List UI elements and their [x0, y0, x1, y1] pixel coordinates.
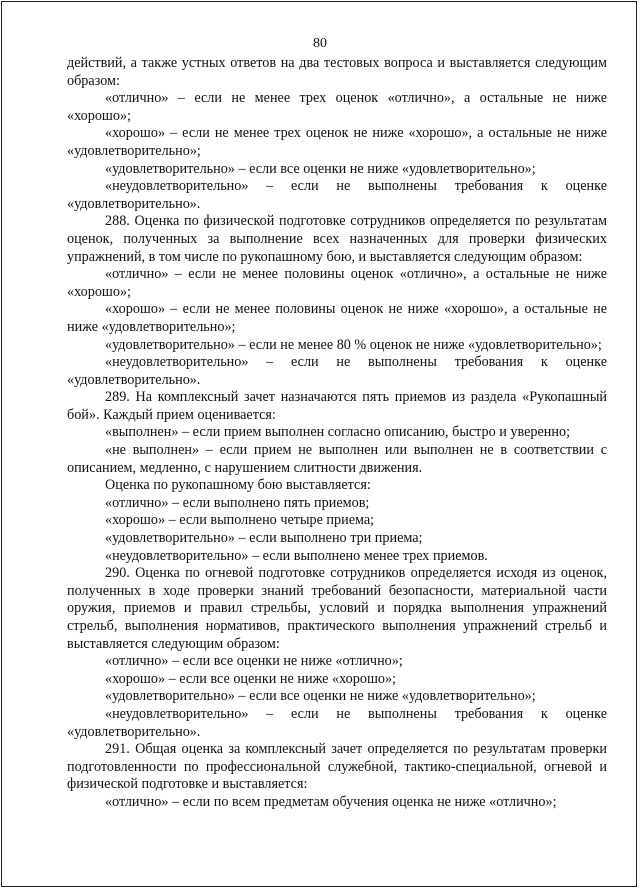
paragraph: «отлично» – если все оценки не ниже «отлично»; [105, 653, 403, 670]
paragraph: «не выполнен» – если прием не выполнен или выполнен не в соответствии с описанием, медленно, с нарушением слитности движения. [67, 442, 607, 476]
paragraph: «неудовлетворительно» – если не выполнены требования к оценке «удовлетворительно». [67, 705, 607, 740]
paragraph: «отлично» – если по всем предметам обучения оценка не ниже «отлично»; [105, 793, 557, 810]
paragraph: «удовлетворительно» – если все оценки не ниже «удовлетворительно»; [105, 688, 536, 705]
paragraph: «неудовлетворительно» – если выполнено менее трех приемов. [105, 547, 488, 564]
paragraph: «удовлетворительно» – если все оценки не ниже «удовлетворительно»; [105, 160, 536, 177]
paragraph: «удовлетворительно» – если не менее 80 % оценок не ниже «удовлетворительно»; [105, 336, 602, 353]
paragraph: «отлично» – если не менее трех оценок «отлично», а остальные не ниже «хорошо»; [67, 90, 607, 124]
paragraph: «хорошо» – если выполнено четыре приема; [105, 512, 375, 529]
paragraph: «хорошо» – если не менее половины оценок не ниже «хорошо», а остальные не ниже «удовлетворительно»; [67, 301, 607, 335]
paragraph: «хорошо» – если не менее трех оценок не ниже «хорошо», а остальные не ниже «удовлетворительно»; [67, 125, 607, 159]
paragraph: действий, а также устных ответов на два тестовых вопроса и выставляется следующим образом: [67, 55, 607, 89]
paragraph: «удовлетворительно» – если выполнено три приема; [105, 530, 423, 547]
paragraph: Оценка по рукопашному бою выставляется: [105, 477, 371, 494]
paragraph: «отлично» – если не менее половины оценок «отлично», а остальные не ниже «хорошо»; [67, 266, 607, 300]
paragraph: «хорошо» – если все оценки не ниже «хорошо»; [105, 670, 396, 687]
page-number: 80 [313, 36, 327, 51]
paragraph: 291. Общая оценка за комплексный зачет определяется по результатам проверки подготовленности по профессиональной служебной, тактико-специальной, огневой и физической подготовке и выставляется: [67, 741, 607, 793]
paragraph: «выполнен» – если прием выполнен согласно описанию, быстро и уверенно; [105, 424, 571, 441]
paragraph: «неудовлетворительно» – если не выполнены требования к оценке «удовлетворительно». [67, 354, 607, 388]
paragraph: «отлично» – если выполнено пять приемов; [105, 494, 370, 511]
paragraph: «неудовлетворительно» – если не выполнены требования к оценке «удовлетворительно». [67, 178, 607, 212]
paragraph: 288. Оценка по физической подготовке сотрудников определяется по результатам оценок, полученных за выполнение всех назначенных для проверки физических упражнений, в том числе по рукопашному бою, и выставляется следующим образом: [67, 213, 607, 265]
paragraph: 289. На комплексный зачет назначаются пять приемов из раздела «Рукопашный бой». Каждый прием оценивается: [67, 389, 607, 423]
document-body [67, 55, 607, 812]
paragraph: 290. Оценка по огневой подготовке сотрудников определяется исходя из оценок, полученных в ходе проверки знаний требований безопасности, материальной части оружия, приемов и правил стрельбы, условий и порядка выполнения упражнений стрельб, выполнения нормативов, практического выполнения упражнений стрельб и выставляется следующим образом: [67, 565, 607, 652]
